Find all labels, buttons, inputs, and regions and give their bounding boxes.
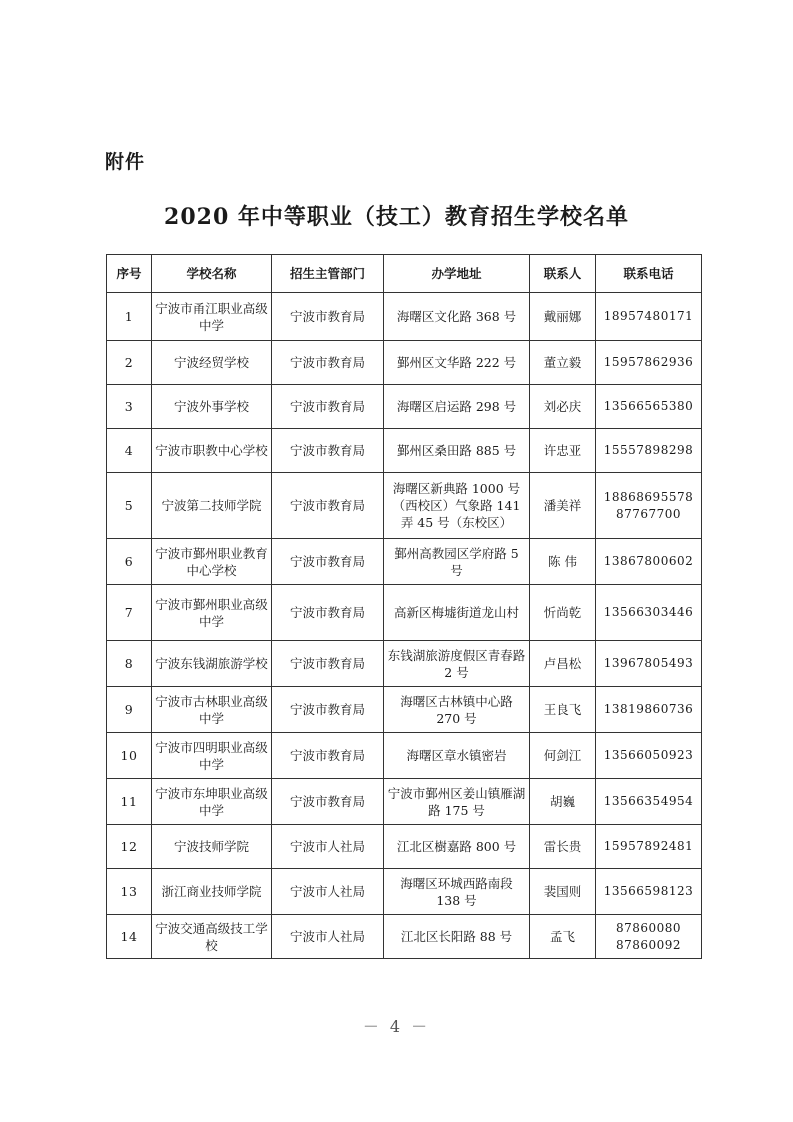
cell-contact: 雷长贵	[530, 825, 596, 869]
cell-serial-no: 6	[107, 539, 152, 585]
cell-address: 江北区樹嘉路 800 号	[384, 825, 530, 869]
table-row	[107, 733, 702, 779]
cell-phone: 13967805493	[596, 641, 702, 687]
cell-phone: 13566598123	[596, 869, 702, 915]
cell-phone: 15957862936	[596, 341, 702, 385]
cell-admin-dept: 宁波市教育局	[272, 585, 384, 641]
cell-phone: 87860080 87860092	[596, 915, 702, 959]
cell-serial-no: 12	[107, 825, 152, 869]
cell-serial-no: 2	[107, 341, 152, 385]
cell-school-name: 宁波东钱湖旅游学校	[152, 641, 272, 687]
cell-contact: 戴丽娜	[530, 293, 596, 341]
cell-school-name: 宁波第二技师学院	[152, 473, 272, 539]
attachment-label: 附件	[105, 151, 146, 173]
cell-contact: 裴国则	[530, 869, 596, 915]
cell-school-name: 宁波市东坤职业高级中学	[152, 779, 272, 825]
cell-serial-no: 14	[107, 915, 152, 959]
table-row	[107, 641, 702, 687]
cell-contact: 王良飞	[530, 687, 596, 733]
cell-school-name: 宁波市鄞州职业高级中学	[152, 585, 272, 641]
cell-contact: 胡巍	[530, 779, 596, 825]
cell-contact: 陈 伟	[530, 539, 596, 585]
cell-admin-dept: 宁波市教育局	[272, 473, 384, 539]
cell-admin-dept: 宁波市人社局	[272, 915, 384, 959]
header-school-name: 学校名称	[152, 255, 272, 293]
cell-admin-dept: 宁波市教育局	[272, 429, 384, 473]
cell-school-name: 宁波市甬江职业高级中学	[152, 293, 272, 341]
cell-serial-no: 3	[107, 385, 152, 429]
document-title: 2020 年中等职业（技工）教育招生学校名单	[164, 204, 629, 230]
cell-address: 宁波市鄞州区姜山镇雁湖路 175 号	[384, 779, 530, 825]
header-admin-dept: 招生主管部门	[272, 255, 384, 293]
cell-contact: 卢昌松	[530, 641, 596, 687]
cell-serial-no: 7	[107, 585, 152, 641]
table-row	[107, 779, 702, 825]
table-row	[107, 825, 702, 869]
cell-admin-dept: 宁波市教育局	[272, 539, 384, 585]
cell-phone: 13867800602	[596, 539, 702, 585]
cell-address: 海曙区环城西路南段 138 号	[384, 869, 530, 915]
header-serial-no: 序号	[107, 255, 152, 293]
cell-school-name: 宁波外事学校	[152, 385, 272, 429]
cell-serial-no: 13	[107, 869, 152, 915]
table-row	[107, 539, 702, 585]
cell-address: 东钱湖旅游度假区青春路 2 号	[384, 641, 530, 687]
header-phone: 联系电话	[596, 255, 702, 293]
cell-school-name: 宁波技师学院	[152, 825, 272, 869]
cell-address: 海曙区启运路 298 号	[384, 385, 530, 429]
page-number: － 4 －	[362, 1017, 431, 1036]
cell-school-name: 宁波经贸学校	[152, 341, 272, 385]
cell-serial-no: 4	[107, 429, 152, 473]
cell-admin-dept: 宁波市教育局	[272, 779, 384, 825]
table-row	[107, 429, 702, 473]
cell-address: 高新区梅墟街道龙山村	[384, 585, 530, 641]
header-contact: 联系人	[530, 255, 596, 293]
cell-admin-dept: 宁波市教育局	[272, 341, 384, 385]
cell-contact: 董立毅	[530, 341, 596, 385]
cell-phone: 15557898298	[596, 429, 702, 473]
table-row	[107, 915, 702, 959]
cell-address: 海曙区古林镇中心路 270 号	[384, 687, 530, 733]
cell-address: 鄞州高教园区学府路 5 号	[384, 539, 530, 585]
cell-school-name: 宁波市鄞州职业教育中心学校	[152, 539, 272, 585]
table-row	[107, 341, 702, 385]
cell-serial-no: 9	[107, 687, 152, 733]
table-header-row	[107, 255, 702, 293]
cell-admin-dept: 宁波市教育局	[272, 733, 384, 779]
header-address: 办学地址	[384, 255, 530, 293]
cell-phone: 18868695578 87767700	[596, 473, 702, 539]
cell-phone: 13566565380	[596, 385, 702, 429]
cell-school-name: 宁波市四明职业高级中学	[152, 733, 272, 779]
cell-admin-dept: 宁波市教育局	[272, 687, 384, 733]
cell-contact: 孟飞	[530, 915, 596, 959]
cell-serial-no: 5	[107, 473, 152, 539]
cell-admin-dept: 宁波市教育局	[272, 385, 384, 429]
table-row	[107, 687, 702, 733]
cell-address: 江北区长阳路 88 号	[384, 915, 530, 959]
cell-school-name: 浙江商业技师学院	[152, 869, 272, 915]
cell-contact: 许忠亚	[530, 429, 596, 473]
cell-contact: 刘必庆	[530, 385, 596, 429]
cell-address: 鄞州区文华路 222 号	[384, 341, 530, 385]
table-body	[107, 293, 702, 959]
cell-phone: 13566050923	[596, 733, 702, 779]
table-row	[107, 585, 702, 641]
cell-phone: 13566354954	[596, 779, 702, 825]
school-list-table	[106, 254, 702, 959]
cell-address: 鄞州区桑田路 885 号	[384, 429, 530, 473]
cell-contact: 忻尚乾	[530, 585, 596, 641]
cell-phone: 15957892481	[596, 825, 702, 869]
cell-address: 海曙区新典路 1000 号（西校区）气象路 141 弄 45 号（东校区）	[384, 473, 530, 539]
cell-serial-no: 1	[107, 293, 152, 341]
cell-school-name: 宁波交通高级技工学校	[152, 915, 272, 959]
table-row	[107, 869, 702, 915]
cell-school-name: 宁波市古林职业高级中学	[152, 687, 272, 733]
cell-address: 海曙区章水镇密岩	[384, 733, 530, 779]
table-row	[107, 293, 702, 341]
cell-school-name: 宁波市职教中心学校	[152, 429, 272, 473]
table-row	[107, 385, 702, 429]
cell-phone: 18957480171	[596, 293, 702, 341]
cell-admin-dept: 宁波市人社局	[272, 825, 384, 869]
cell-address: 海曙区文化路 368 号	[384, 293, 530, 341]
cell-serial-no: 10	[107, 733, 152, 779]
cell-serial-no: 8	[107, 641, 152, 687]
cell-contact: 潘美祥	[530, 473, 596, 539]
cell-serial-no: 11	[107, 779, 152, 825]
cell-admin-dept: 宁波市人社局	[272, 869, 384, 915]
cell-admin-dept: 宁波市教育局	[272, 293, 384, 341]
cell-phone: 13819860736	[596, 687, 702, 733]
cell-admin-dept: 宁波市教育局	[272, 641, 384, 687]
cell-contact: 何剑江	[530, 733, 596, 779]
cell-phone: 13566303446	[596, 585, 702, 641]
table-row	[107, 473, 702, 539]
